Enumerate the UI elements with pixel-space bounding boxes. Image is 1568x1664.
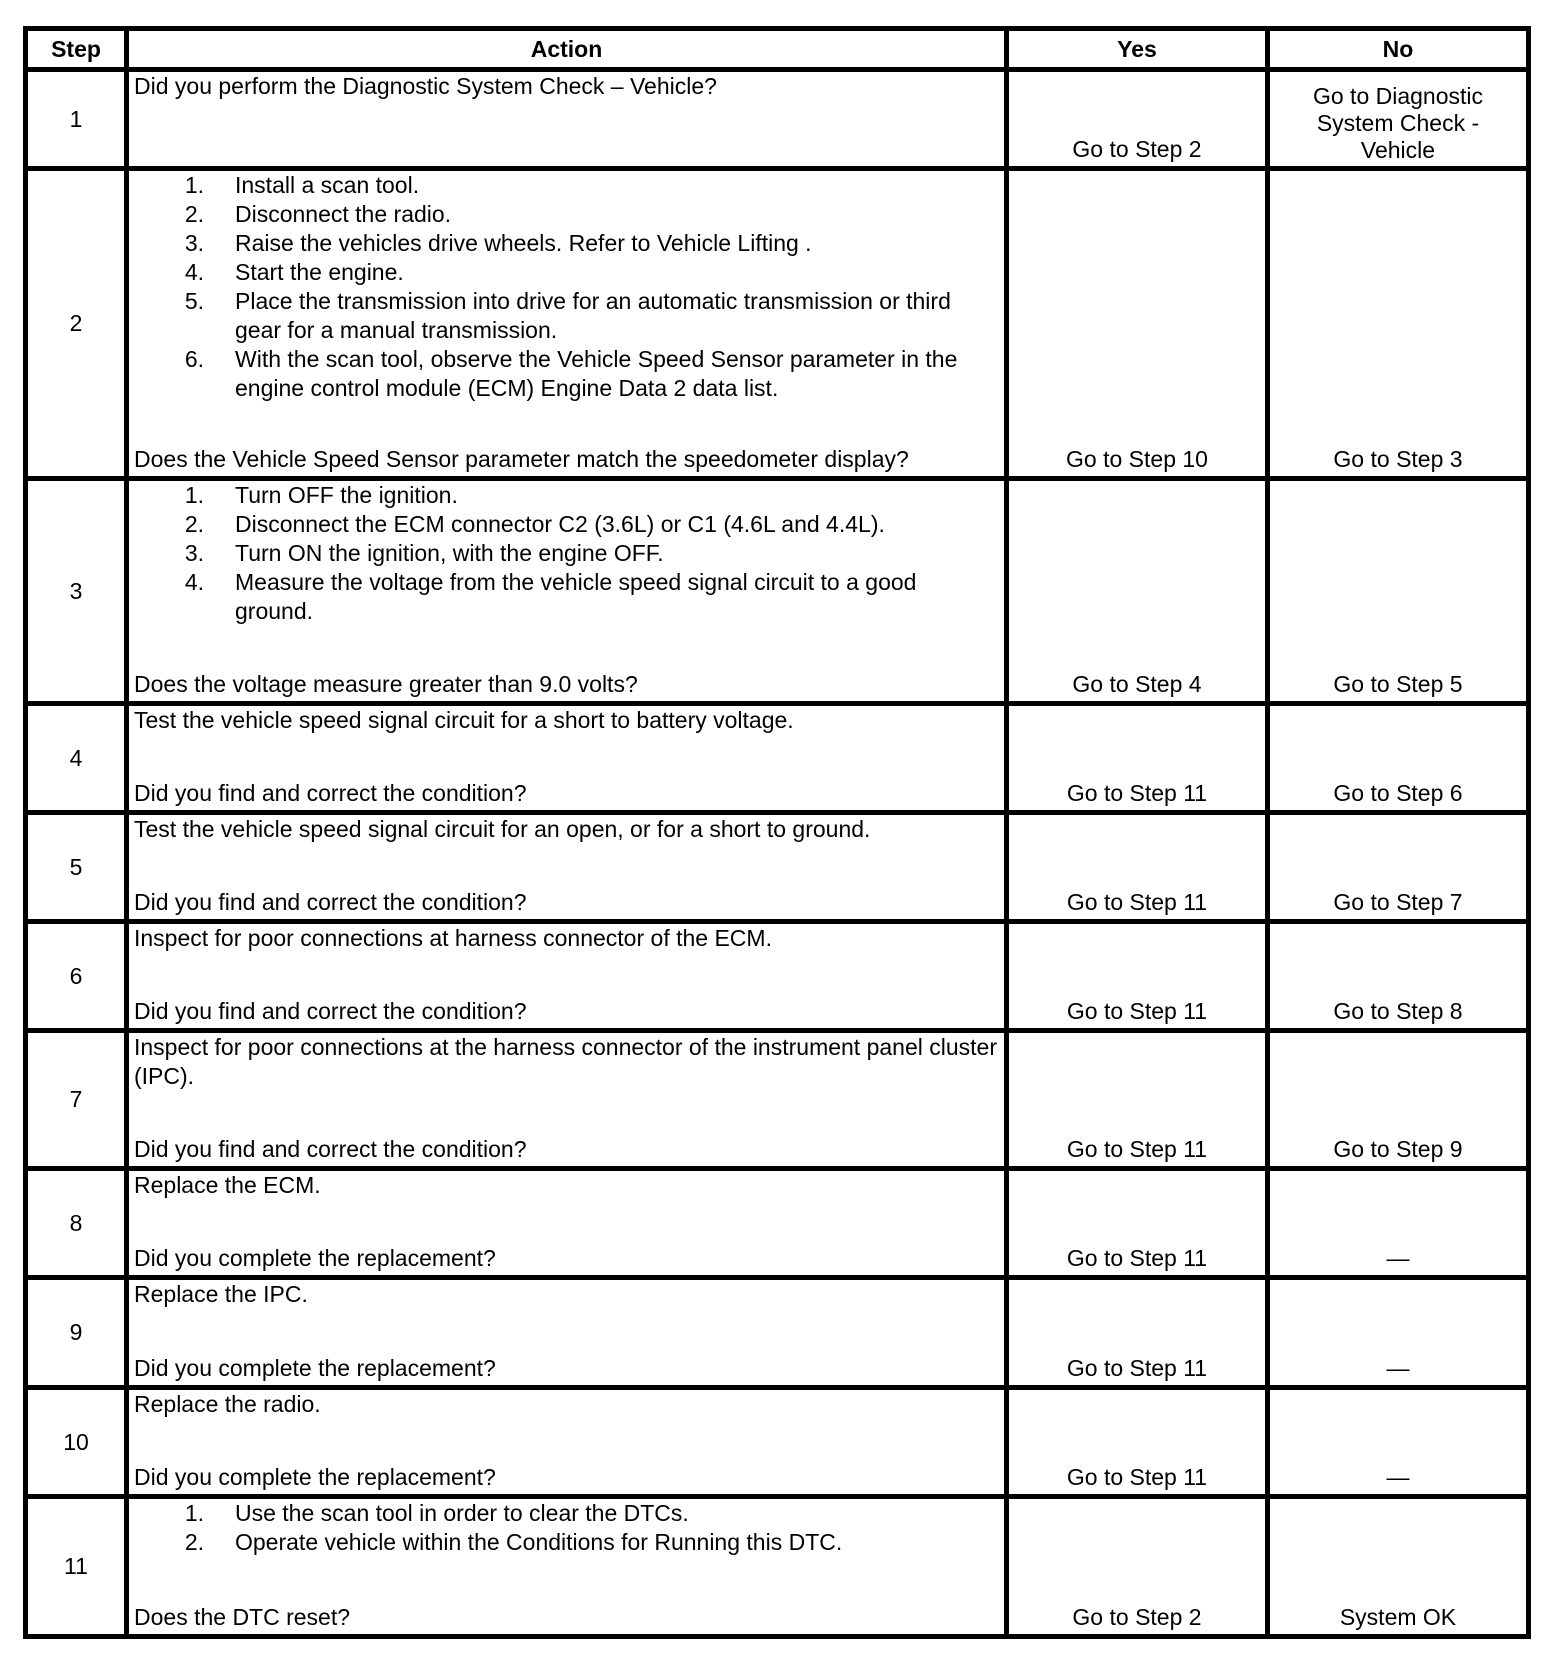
- action-cell: [127, 1497, 1007, 1637]
- action-question: Did you complete the replacement?: [134, 1245, 496, 1271]
- action-cell: [127, 1031, 1007, 1169]
- table-row: [26, 1388, 1529, 1497]
- item-text: Disconnect the ECM connector C2 (3.6L) or C1 (4.6L and 4.4L).: [235, 511, 885, 537]
- yes-result: Go to Step 2: [1007, 1497, 1268, 1637]
- step-number: 2: [26, 169, 127, 479]
- item-text: Raise the vehicles drive wheels. Refer to Vehicle Lifting .: [235, 230, 812, 256]
- action-text: Replace the ECM.: [134, 1172, 321, 1198]
- item-number: 2.: [184, 201, 204, 227]
- table-row: [26, 1497, 1529, 1637]
- no-result: Go to Step 9: [1268, 1031, 1529, 1169]
- item-number: 3.: [184, 540, 204, 566]
- action-content: [129, 171, 1004, 476]
- action-instructions: [134, 1390, 1000, 1419]
- yes-result: Go to Step 11: [1007, 813, 1268, 922]
- action-content: [129, 1280, 1004, 1385]
- action-step-item: [134, 1499, 1000, 1528]
- item-number: 5.: [184, 288, 204, 314]
- action-text: Test the vehicle speed signal circuit for an open, or for a short to ground.: [134, 816, 871, 842]
- item-number: 6.: [184, 346, 204, 372]
- table-row: [26, 169, 1529, 479]
- yes-result: Go to Step 11: [1007, 1169, 1268, 1278]
- action-content: [129, 1390, 1004, 1494]
- header-yes: Yes: [1007, 29, 1268, 70]
- item-number: 1.: [184, 1500, 204, 1526]
- action-steps-list: [134, 1499, 1000, 1557]
- item-text: Turn OFF the ignition.: [235, 482, 458, 508]
- action-text: Did you perform the Diagnostic System Check – Vehicle?: [134, 73, 717, 99]
- action-cell: [127, 704, 1007, 813]
- action-step-item: [134, 287, 1000, 345]
- item-text: Install a scan tool.: [235, 172, 420, 198]
- action-steps-list: [134, 481, 1000, 626]
- yes-result: Go to Step 11: [1007, 922, 1268, 1031]
- no-result: Go to Step 7: [1268, 813, 1529, 922]
- yes-result: Go to Step 11: [1007, 1031, 1268, 1169]
- no-result: Go to Diagnostic System Check - Vehicle: [1268, 70, 1529, 169]
- item-text: With the scan tool, observe the Vehicle Speed Sensor parameter in the engine control module (ECM) Engine Data 2 data list.: [235, 346, 958, 401]
- step-number: 4: [26, 704, 127, 813]
- action-question: Did you find and correct the condition?: [134, 780, 527, 806]
- no-result: Go to Step 6: [1268, 704, 1529, 813]
- action-content: [129, 706, 1004, 810]
- yes-result: Go to Step 4: [1007, 479, 1268, 704]
- action-content: [129, 1171, 1004, 1275]
- action-instructions: [134, 1171, 1000, 1200]
- action-cell: [127, 1278, 1007, 1388]
- header-action: Action: [127, 29, 1007, 70]
- action-question: Did you complete the replacement?: [134, 1355, 496, 1381]
- action-instructions: [134, 815, 1000, 844]
- no-result: —: [1268, 1278, 1529, 1388]
- action-text: Inspect for poor connections at harness connector of the ECM.: [134, 925, 772, 951]
- action-text: Inspect for poor connections at the harness connector of the instrument panel cluster (IPC).: [134, 1034, 997, 1089]
- action-question: Did you find and correct the condition?: [134, 889, 527, 915]
- yes-result: Go to Step 2: [1007, 70, 1268, 169]
- item-number: 4.: [184, 259, 204, 285]
- action-step-item: [134, 481, 1000, 510]
- item-text: Turn ON the ignition, with the engine OFF.: [235, 540, 664, 566]
- header-step: Step: [26, 29, 127, 70]
- action-cell: [127, 922, 1007, 1031]
- action-step-item: [134, 1528, 1000, 1557]
- action-cell: [127, 169, 1007, 479]
- item-text: Operate vehicle within the Conditions for Running this DTC.: [235, 1529, 843, 1555]
- action-question: Did you find and correct the condition?: [134, 1136, 527, 1162]
- step-number: 6: [26, 922, 127, 1031]
- table-row: [26, 1031, 1529, 1169]
- table-row: [26, 1278, 1529, 1388]
- action-steps-list: [134, 171, 1000, 403]
- no-result: —: [1268, 1388, 1529, 1497]
- action-step-item: [134, 200, 1000, 229]
- yes-result: Go to Step 11: [1007, 1278, 1268, 1388]
- item-number: 4.: [184, 569, 204, 595]
- action-question: Did you find and correct the condition?: [134, 998, 527, 1024]
- header-no: No: [1268, 29, 1529, 70]
- header-row: [26, 29, 1529, 70]
- action-instructions: [134, 1280, 1000, 1309]
- action-cell: [127, 1169, 1007, 1278]
- action-text: Replace the IPC.: [134, 1281, 308, 1307]
- table-row: [26, 704, 1529, 813]
- item-number: 1.: [184, 172, 204, 198]
- action-content: [129, 72, 1004, 166]
- action-text: Test the vehicle speed signal circuit for a short to battery voltage.: [134, 707, 794, 733]
- action-instructions: [134, 481, 1000, 626]
- action-question: Did you complete the replacement?: [134, 1464, 496, 1490]
- step-number: 11: [26, 1497, 127, 1637]
- table-row: [26, 70, 1529, 169]
- action-step-item: [134, 229, 1000, 258]
- item-text: Disconnect the radio.: [235, 201, 452, 227]
- action-instructions: [134, 171, 1000, 403]
- action-instructions: [134, 72, 1000, 101]
- yes-result: Go to Step 10: [1007, 169, 1268, 479]
- action-step-item: [134, 510, 1000, 539]
- step-number: 3: [26, 479, 127, 704]
- step-number: 1: [26, 70, 127, 169]
- action-content: [129, 924, 1004, 1028]
- table-row: [26, 479, 1529, 704]
- table-row: [26, 922, 1529, 1031]
- step-number: 9: [26, 1278, 127, 1388]
- action-instructions: [134, 924, 1000, 953]
- action-step-item: [134, 568, 1000, 626]
- action-question: Does the DTC reset?: [134, 1604, 351, 1630]
- action-cell: [127, 1388, 1007, 1497]
- no-result: —: [1268, 1169, 1529, 1278]
- step-number: 7: [26, 1031, 127, 1169]
- action-question: Does the voltage measure greater than 9.0 volts?: [134, 671, 638, 697]
- table-row: [26, 813, 1529, 922]
- item-number: 2.: [184, 1529, 204, 1555]
- action-cell: [127, 70, 1007, 169]
- action-step-item: [134, 171, 1000, 200]
- action-step-item: [134, 539, 1000, 568]
- action-step-item: [134, 345, 1000, 403]
- item-text: Use the scan tool in order to clear the DTCs.: [235, 1500, 689, 1526]
- no-result: Go to Step 5: [1268, 479, 1529, 704]
- step-number: 8: [26, 1169, 127, 1278]
- action-cell: [127, 479, 1007, 704]
- action-cell: [127, 813, 1007, 922]
- step-number: 5: [26, 813, 127, 922]
- item-number: 3.: [184, 230, 204, 256]
- item-number: 1.: [184, 482, 204, 508]
- action-content: [129, 1499, 1004, 1634]
- item-text: Start the engine.: [235, 259, 404, 285]
- yes-result: Go to Step 11: [1007, 704, 1268, 813]
- action-question: Does the Vehicle Speed Sensor parameter match the speedometer display?: [134, 446, 909, 472]
- no-result: Go to Step 8: [1268, 922, 1529, 1031]
- action-content: [129, 1033, 1004, 1166]
- action-content: [129, 815, 1004, 919]
- action-step-item: [134, 258, 1000, 287]
- diagnostic-table: [23, 26, 1531, 1639]
- action-content: [129, 481, 1004, 701]
- no-result: System OK: [1268, 1497, 1529, 1637]
- action-instructions: [134, 1499, 1000, 1557]
- table-row: [26, 1169, 1529, 1278]
- item-text: Measure the voltage from the vehicle speed signal circuit to a good ground.: [235, 569, 917, 624]
- action-text: Replace the radio.: [134, 1391, 321, 1417]
- step-number: 10: [26, 1388, 127, 1497]
- item-text: Place the transmission into drive for an automatic transmission or third gear for a manual transmission.: [235, 288, 951, 343]
- yes-result: Go to Step 11: [1007, 1388, 1268, 1497]
- action-instructions: [134, 706, 1000, 735]
- no-result: Go to Step 3: [1268, 169, 1529, 479]
- item-number: 2.: [184, 511, 204, 537]
- action-instructions: [134, 1033, 1000, 1091]
